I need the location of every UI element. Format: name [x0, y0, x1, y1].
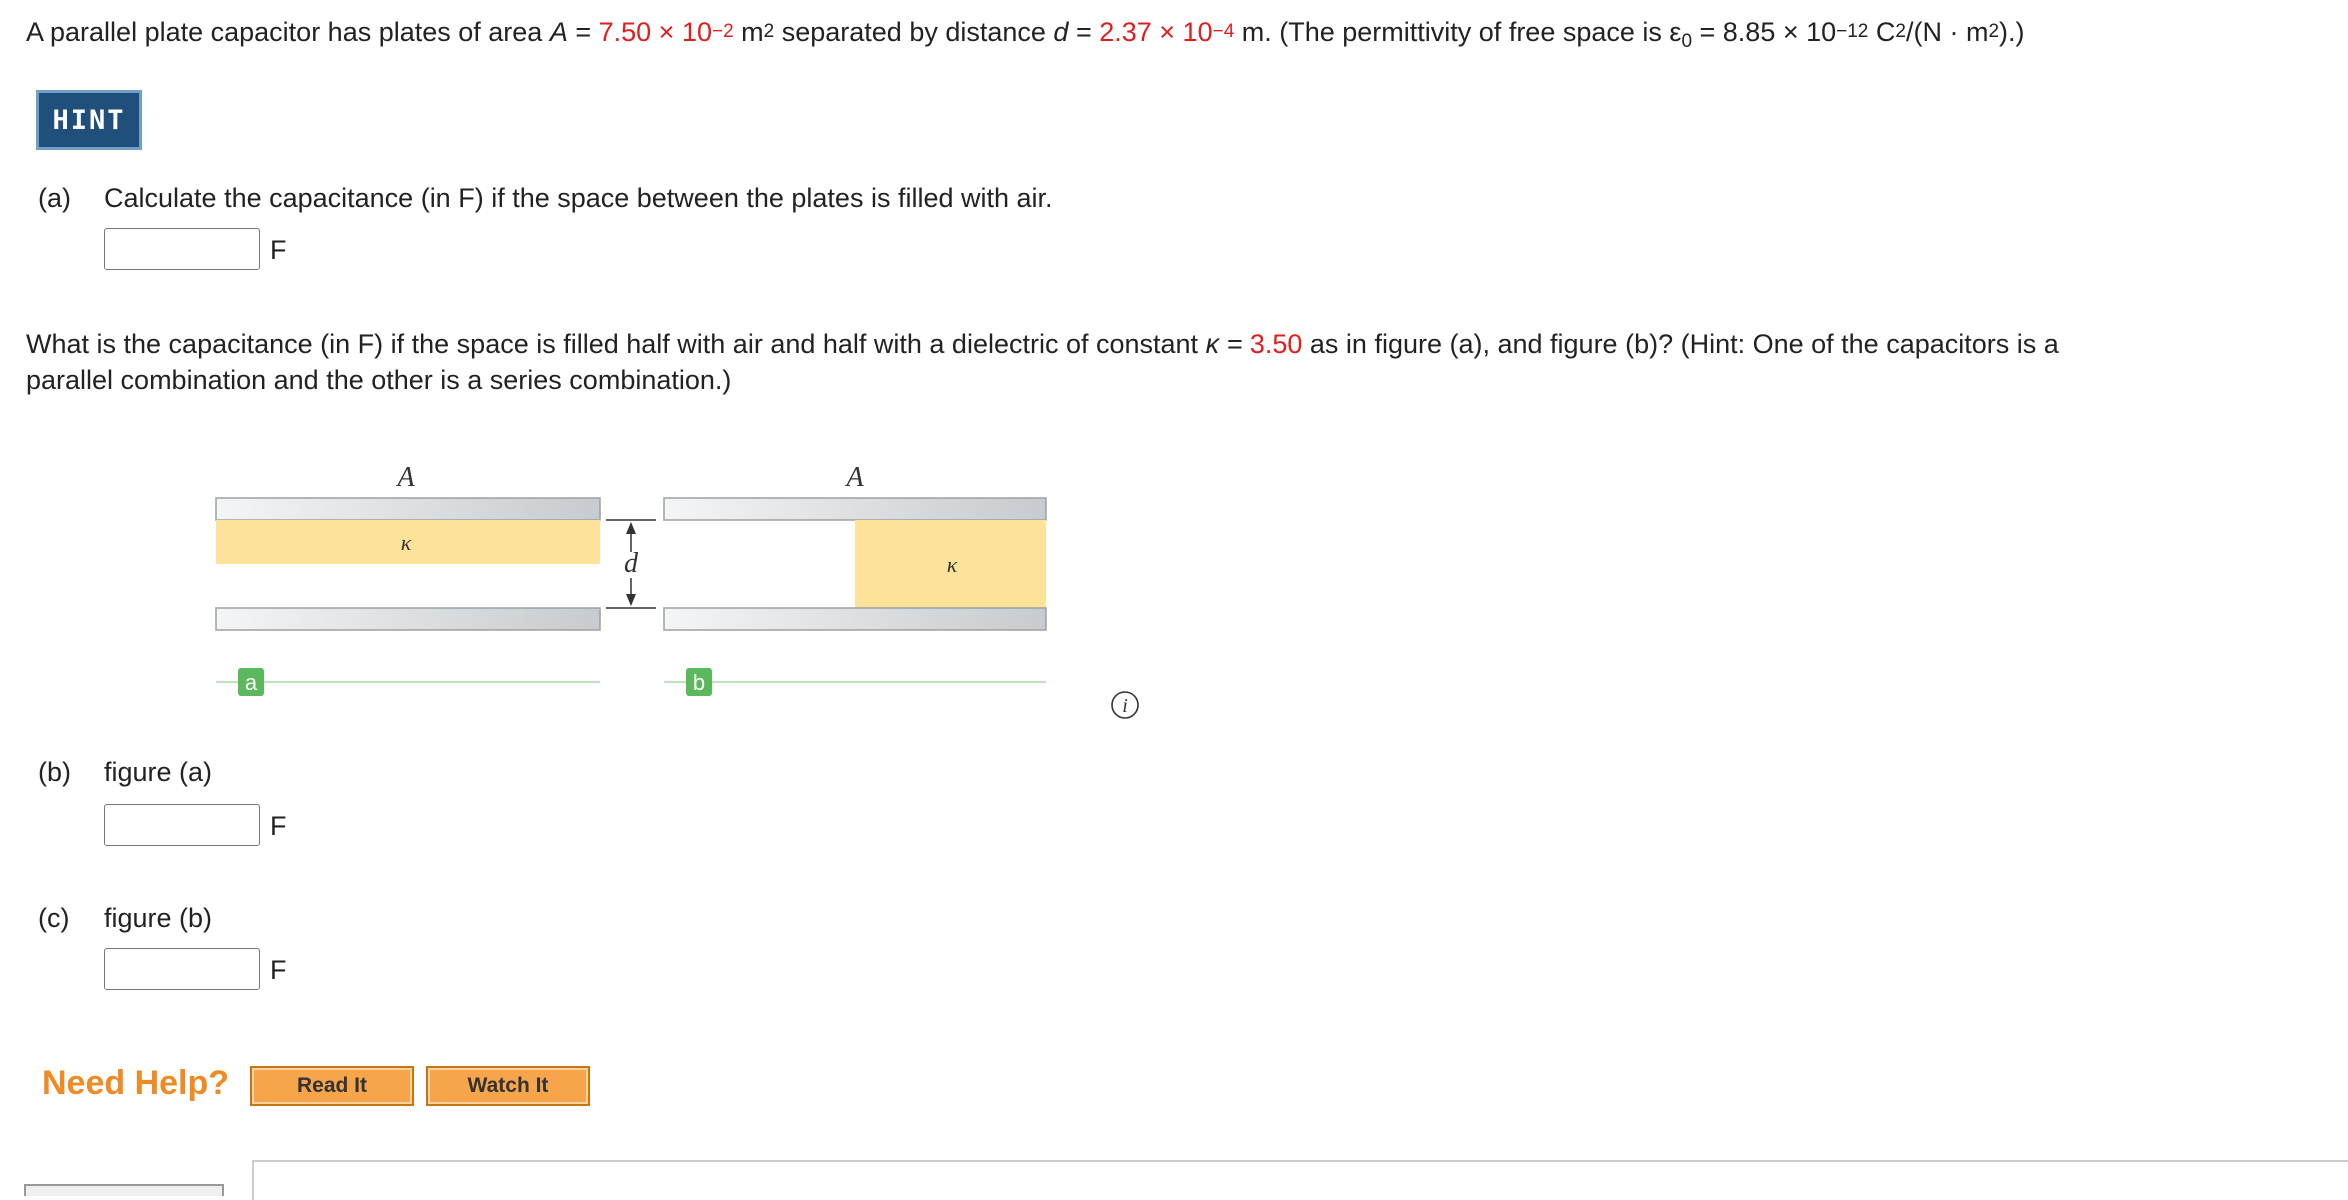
area-unit: m: [733, 17, 764, 47]
distance-arrowhead-down: [626, 594, 636, 606]
part-c-answer-input[interactable]: [104, 948, 260, 990]
bottom-right-panel: [252, 1160, 2348, 1200]
distance-arrowhead-up: [626, 522, 636, 534]
epsilon-unit-exp-2: 2: [1988, 21, 2000, 42]
figure-b-kappa-label: κ: [946, 552, 958, 577]
dielectric-text-a: What is the capacitance (in F) if the space is filled half with air and half with a dielectric of constant: [26, 329, 1206, 359]
figure-b-tag-text: b: [692, 670, 706, 695]
distance-symbol: d: [1053, 17, 1069, 47]
figure-b-top-plate: [664, 498, 1046, 520]
kappa-equals: κ =: [1205, 329, 1250, 359]
part-b-question: figure (a): [104, 757, 213, 787]
epsilon-unit-2: /(N · m: [1905, 17, 1989, 47]
equals-2: =: [1068, 17, 1100, 47]
part-b-answer-input[interactable]: [104, 804, 260, 846]
capacitor-figure: [200, 450, 1100, 710]
area-mantissa: 7.50 × 10: [598, 17, 712, 47]
epsilon-unit-exp-1: 2: [1895, 21, 1906, 42]
problem-statement: [26, 14, 2025, 50]
figure-a-tag-text: a: [244, 670, 258, 695]
epsilon-exponent: −12: [1836, 21, 1869, 42]
part-a-answer-input[interactable]: [104, 228, 260, 270]
figure-a-bottom-plate: [216, 608, 600, 630]
part-c-label: (c): [38, 903, 70, 933]
area-value: [599, 17, 734, 47]
figure-a-kappa-label: κ: [400, 530, 412, 555]
area-exponent: −2: [711, 21, 734, 42]
epsilon-value: = 8.85 × 10: [1692, 17, 1837, 47]
kappa-value: 3.50: [1249, 329, 1303, 359]
part-a-question: Calculate the capacitance (in F) if the space between the plates is filled with air.: [104, 183, 1053, 213]
hint-button[interactable]: HINT: [36, 90, 142, 150]
distance-mantissa: 2.37 × 10: [1099, 17, 1213, 47]
epsilon-unit-3: ).): [1999, 17, 2025, 47]
info-icon-glyph: i: [1122, 695, 1128, 717]
area-symbol: A: [549, 17, 568, 47]
area-unit-exponent: 2: [763, 21, 775, 42]
epsilon-unit-1: C: [1868, 17, 1896, 47]
dielectric-question-line1: [26, 326, 2059, 362]
figure-b-area-label: A: [846, 462, 864, 493]
intro-text-1: A parallel plate capacitor has plates of area: [26, 17, 550, 47]
epsilon-subscript: 0: [1681, 31, 1693, 52]
distance-exponent: −4: [1212, 21, 1235, 42]
read-it-button[interactable]: Read It: [250, 1066, 414, 1106]
info-icon[interactable]: [1110, 690, 1140, 720]
intro-text-2: separated by distance: [774, 17, 1054, 47]
figure-b-bottom-plate: [664, 608, 1046, 630]
part-b-unit: F: [270, 811, 287, 841]
part-b-label: (b): [38, 757, 71, 787]
distance-label: d: [624, 548, 638, 579]
dielectric-text-b: as in figure (a), and figure (b)? (Hint: One of the capacitors is a: [1302, 329, 2059, 359]
dielectric-question-line2: parallel combination and the other is a series combination.): [26, 365, 732, 395]
part-c-unit: F: [270, 955, 287, 985]
part-a-label: (a): [38, 183, 71, 213]
intro-text-3: m. (The permittivity of free space is ε: [1234, 17, 1682, 47]
watch-it-button[interactable]: Watch It: [426, 1066, 590, 1106]
distance-value: [1099, 17, 1234, 47]
bottom-left-panel: [24, 1184, 224, 1196]
need-help-label: Need Help?: [42, 1064, 230, 1102]
part-c-question: figure (b): [104, 903, 213, 933]
part-a-unit: F: [270, 235, 287, 265]
equals-1: =: [567, 17, 599, 47]
figure-a-area-label: A: [397, 462, 415, 493]
figure-a-top-plate: [216, 498, 600, 520]
